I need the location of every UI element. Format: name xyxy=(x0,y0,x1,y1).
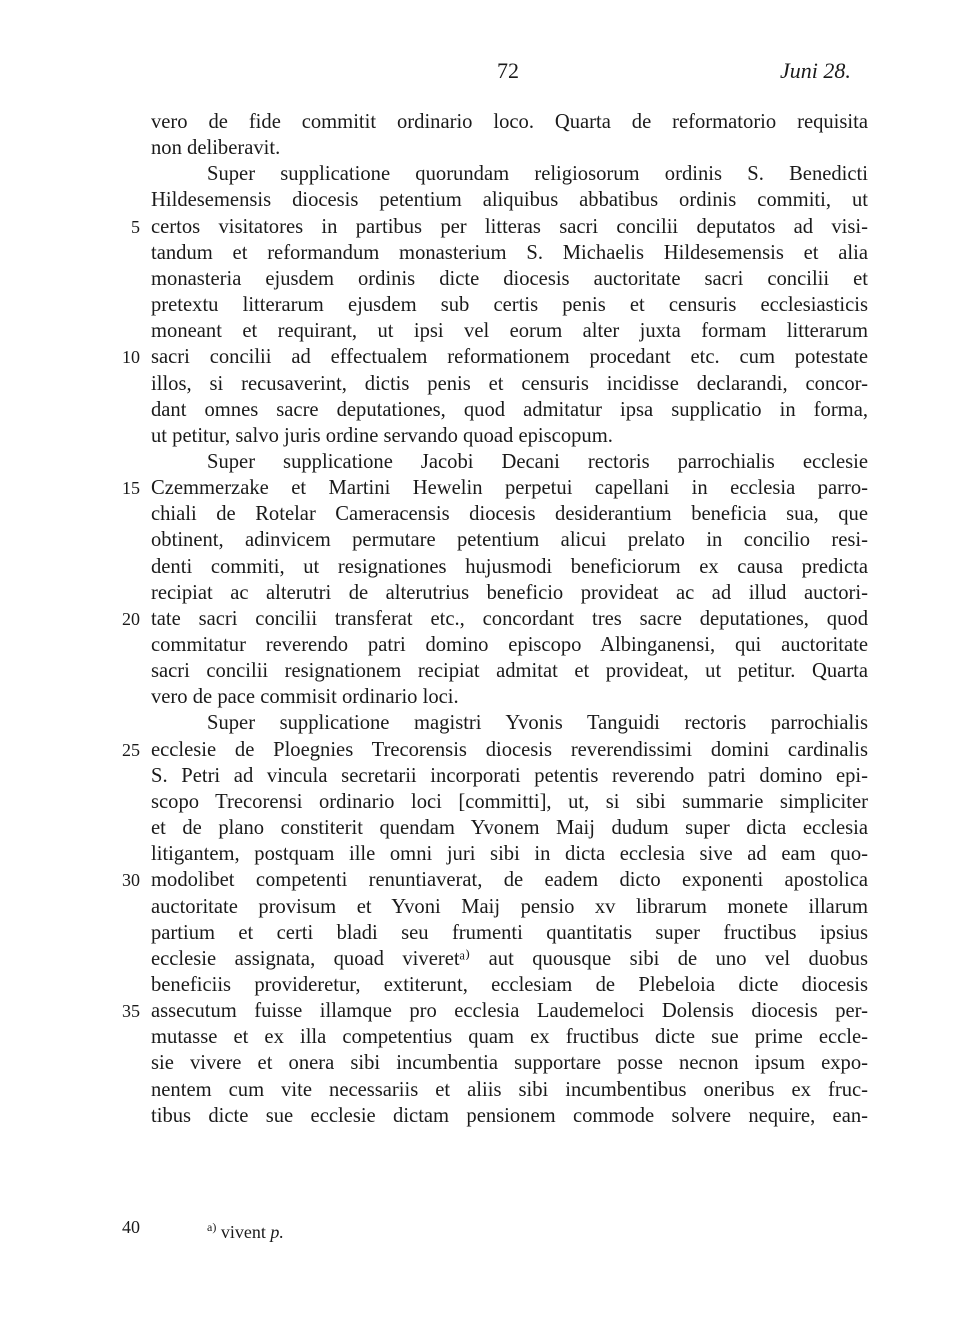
text-line: Super supplicatione magistri Yvonis Tanguidi rectoris parrochialis xyxy=(207,712,868,734)
text-line: tate sacri concilii transferat etc., concordant tres sacre deputationes, quod xyxy=(151,608,868,630)
footnote-source: p. xyxy=(270,1222,284,1242)
text-line: moneant et requirant, ut ipsi vel eorum alter juxta formam litterarum xyxy=(151,320,868,342)
text-line: Hildesemensis diocesis petentium aliquibus abbatibus ordinis commiti, ut xyxy=(151,189,868,211)
text-line: sacri concilii ad effectualem reformationem procedant etc. cum potestate xyxy=(151,346,868,368)
text-line: illos, si recusaverint, dictis penis et censuris incidisse declarandi, concor- xyxy=(151,373,868,395)
text-line: certos visitatores in partibus per litteras sacri concilii deputatos ad visi- xyxy=(151,216,868,238)
line-number: 20 xyxy=(122,609,140,629)
text-line: S. Petri ad vincula secretarii incorporati petentis reverendo patri domino epi- xyxy=(151,765,868,787)
text-line: et de plano constiterit quendam Yvonem Maij dudum super dicta ecclesia xyxy=(151,817,868,839)
footnote-line-number: 40 xyxy=(122,1217,140,1237)
text-line: commitatur reverendo patri domino episcopo Albinganensi, qui auctoritate xyxy=(151,634,868,656)
text-line: ut petitur, salvo juris ordine servando quoad episcopum. xyxy=(151,425,613,447)
text-line: modolibet competenti renuntiaverat, de eadem dicto exponenti apostolica xyxy=(151,869,868,891)
footnote-mark: a) xyxy=(207,1220,217,1234)
footnote xyxy=(207,1214,284,1245)
footnote-text: vivent xyxy=(220,1222,266,1242)
text-line: monasteria ejusdem ordinis dicte diocesis auctoritate sacri concilii et xyxy=(151,268,868,290)
text-line: ecclesie assignata, quoad viveretᵃ⁾ aut quousque sibi de uno vel duobus xyxy=(151,948,868,970)
text-line: pretextu litterarum ejusdem sub certis penis et censuris ecclesiasticis xyxy=(151,294,868,316)
text-line: non deliberavit. xyxy=(151,137,281,159)
text-line: tandum et reformandum monasterium S. Michaelis Hildesemensis et alia xyxy=(151,242,868,264)
text-line: vero de pace commisit ordinario loci. xyxy=(151,686,459,708)
text-line: vero de fide commitit ordinario loco. Quarta de reformatorio requisita xyxy=(151,111,868,133)
text-line: nentem cum vite necessariis et aliis sibi incumbentibus oneribus ex fruc- xyxy=(151,1079,868,1101)
text-line: Super supplicatione quorundam religiosorum ordinis S. Benedicti xyxy=(207,163,868,185)
line-number: 25 xyxy=(122,740,140,760)
text-line: obtinent, adinvicem permutare petentium alicui prelato in concilio resi- xyxy=(151,529,868,551)
text-line: Super supplicatione Jacobi Decani rectoris parrochialis ecclesie xyxy=(207,451,868,473)
text-line: sacri concilii resignationem recipiat admitat et provideat, ut petitur. Quarta xyxy=(151,660,868,682)
line-number: 10 xyxy=(122,347,140,367)
text-line: chiali de Rotelar Cameracensis diocesis desiderantium beneficia sua, que xyxy=(151,503,868,525)
line-number: 5 xyxy=(131,217,140,237)
text-line: mutasse et ex illa competentius quam ex fructibus dicte sue prime eccle- xyxy=(151,1026,868,1048)
text-line: auctoritate provisum et Yvoni Maij pensio xv librarum monete illarum xyxy=(151,896,868,918)
text-line: recipiat ac alterutri de alterutrius beneficio provideat ac ad illud auctori- xyxy=(151,582,868,604)
text-line: sie vivere et onera sibi incumbentia supportare posse necnon ipsum expo- xyxy=(151,1052,868,1074)
text-line: partium et certi bladi seu frumenti quantitatis super fructibus ipsius xyxy=(151,922,868,944)
text-line: beneficiis provideretur, extiterunt, ecclesiam de Plebeloia dicte diocesis xyxy=(151,974,868,996)
text-line: dant omnes sacre deputationes, quod admitatur ipsa supplicatio in forma, xyxy=(151,399,868,421)
text-line: litigantem, postquam ille omni juri sibi in dicta ecclesia sive ad eam quo- xyxy=(151,843,868,865)
text-line: denti commiti, ut resignationes hujusmodi beneficiorum ex causa predicta xyxy=(151,556,868,578)
running-head: Juni 28. xyxy=(780,58,851,83)
text-line: tibus dicte sue ecclesie dictam pensionem commode solvere nequire, ean- xyxy=(151,1105,868,1127)
text-line: scopo Trecorensi ordinario loci [committi], ut, si sibi summarie simpliciter xyxy=(151,791,868,813)
text-line: ecclesie de Ploegnies Trecorensis diocesis reverendissimi domini cardinalis xyxy=(151,739,868,761)
line-number: 30 xyxy=(122,870,140,890)
line-number: 35 xyxy=(122,1001,140,1021)
page-number: 72 xyxy=(497,58,519,83)
line-number: 15 xyxy=(122,478,140,498)
text-line: assecutum fuisse illamque pro ecclesia Laudemeloci Dolensis diocesis per- xyxy=(151,1000,868,1022)
text-line: Czemmerzake et Martini Hewelin perpetui capellani in ecclesia parro- xyxy=(151,477,868,499)
